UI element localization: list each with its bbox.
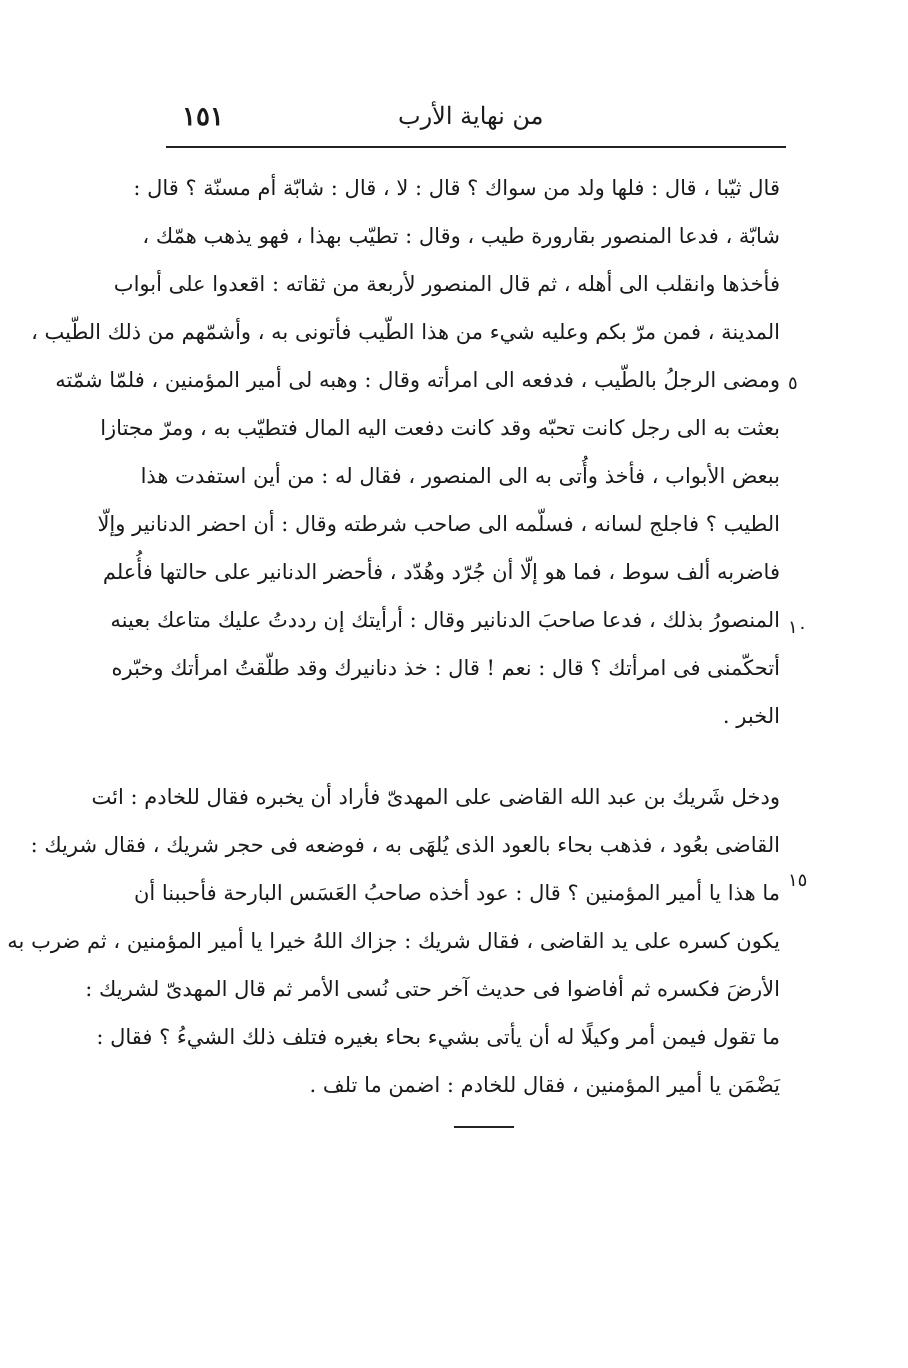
text-line: يكون كسره على يد القاضى ، فقال شريك : جزاك اللهُ خيرا يا أمير المؤمنين ، ثم ضرب به [7,929,780,953]
text-line: فأخذها وانقلب الى أهله ، ثم قال المنصور لأربعة من ثقاته : اقعدوا على أبواب [113,272,780,296]
text-line: بعثت به الى رجل كانت تحبّه وقد كانت دفعت اليه المال فتطيّب به ، ومرّ مجتازا [100,416,780,440]
page-number: ١٥١ [182,102,224,132]
text-line: فاضربه ألف سوط ، فما هو إلّا أن جُرّد وهُدّد ، فأحضر الدنانير على حالتها فأُعلم [102,560,780,584]
section-end-rule [454,1126,514,1128]
text-line: أتحكّمنى فى امرأتك ؟ قال : نعم ! قال : خذ دنانيرك وقد طلّقتُ امرأتك وخبّره [111,656,780,680]
text-line: قال ثيّبا ، قال : فلها ولد من سواك ؟ قال : لا ، قال : شابّة أم مسنّة ؟ قال : [133,176,780,200]
text-line: ما هذا يا أمير المؤمنين ؟ قال : عود أخذه صاحبُ العَسَس البارحة فأحببنا أن [133,881,780,905]
text-line: ومضى الرجلُ بالطّيب ، فدفعه الى امرأته وقال : وهبه لى أمير المؤمنين ، فلمّا شمّته [55,368,780,392]
text-line: الأرضَ فكسره ثم أفاضوا فى حديث آخر حتى نُسى الأمر ثم قال المهدىّ لشريك : [85,977,780,1001]
header-rule [166,146,786,148]
text-line: الطيب ؟ فاجلج لسانه ، فسلّمه الى صاحب شرطته وقال : أن احضر الدنانير وإلّا [97,512,780,536]
text-line: القاضى بعُود ، فذهب بحاء بالعود الذى يُلهَى به ، فوضعه فى حجر شريك ، فقال شريك : [30,833,780,857]
line-number-15: ١٥ [788,870,808,891]
text-line: المدينة ، فمن مرّ بكم وعليه شيء من هذا الطّيب فأتونى به ، وأشمّهم من ذلك الطّيب ، [31,320,780,344]
paragraph-1 [31,164,780,740]
text-line: يَضْمَن يا أمير المؤمنين ، فقال للخادم : اضمن ما تلف . [309,1073,780,1097]
paragraph-2 [7,773,780,1109]
line-number-10: ١٠ [788,617,808,638]
line-number-5: ٥ [788,373,798,394]
text-line: ما تقول فيمن أمر وكيلًا له أن يأتى بشيء بحاء بغيره فتلف ذلك الشيءُ ؟ فقال : [96,1025,780,1049]
running-title: من نهاية الأرب [398,102,544,130]
text-line: الخبر . [722,704,780,728]
text-line: المنصورُ بذلك ، فدعا صاحبَ الدنانير وقال : أرأيتك إن رددتُ عليك متاعك بعينه [110,608,780,632]
text-line: ببعض الأبواب ، فأخذ وأُتى به الى المنصور ، فقال له : من أين استفدت هذا [140,464,780,488]
page-header [168,96,784,140]
text-line: ودخل شَريك بن عبد الله القاضى على المهدىّ فأراد أن يخبره فقال للخادم : ائت [91,785,780,809]
text-line: شابّة ، فدعا المنصور بقارورة طيب ، وقال : تطيّب بهذا ، فهو يذهب همّك ، [142,224,780,248]
